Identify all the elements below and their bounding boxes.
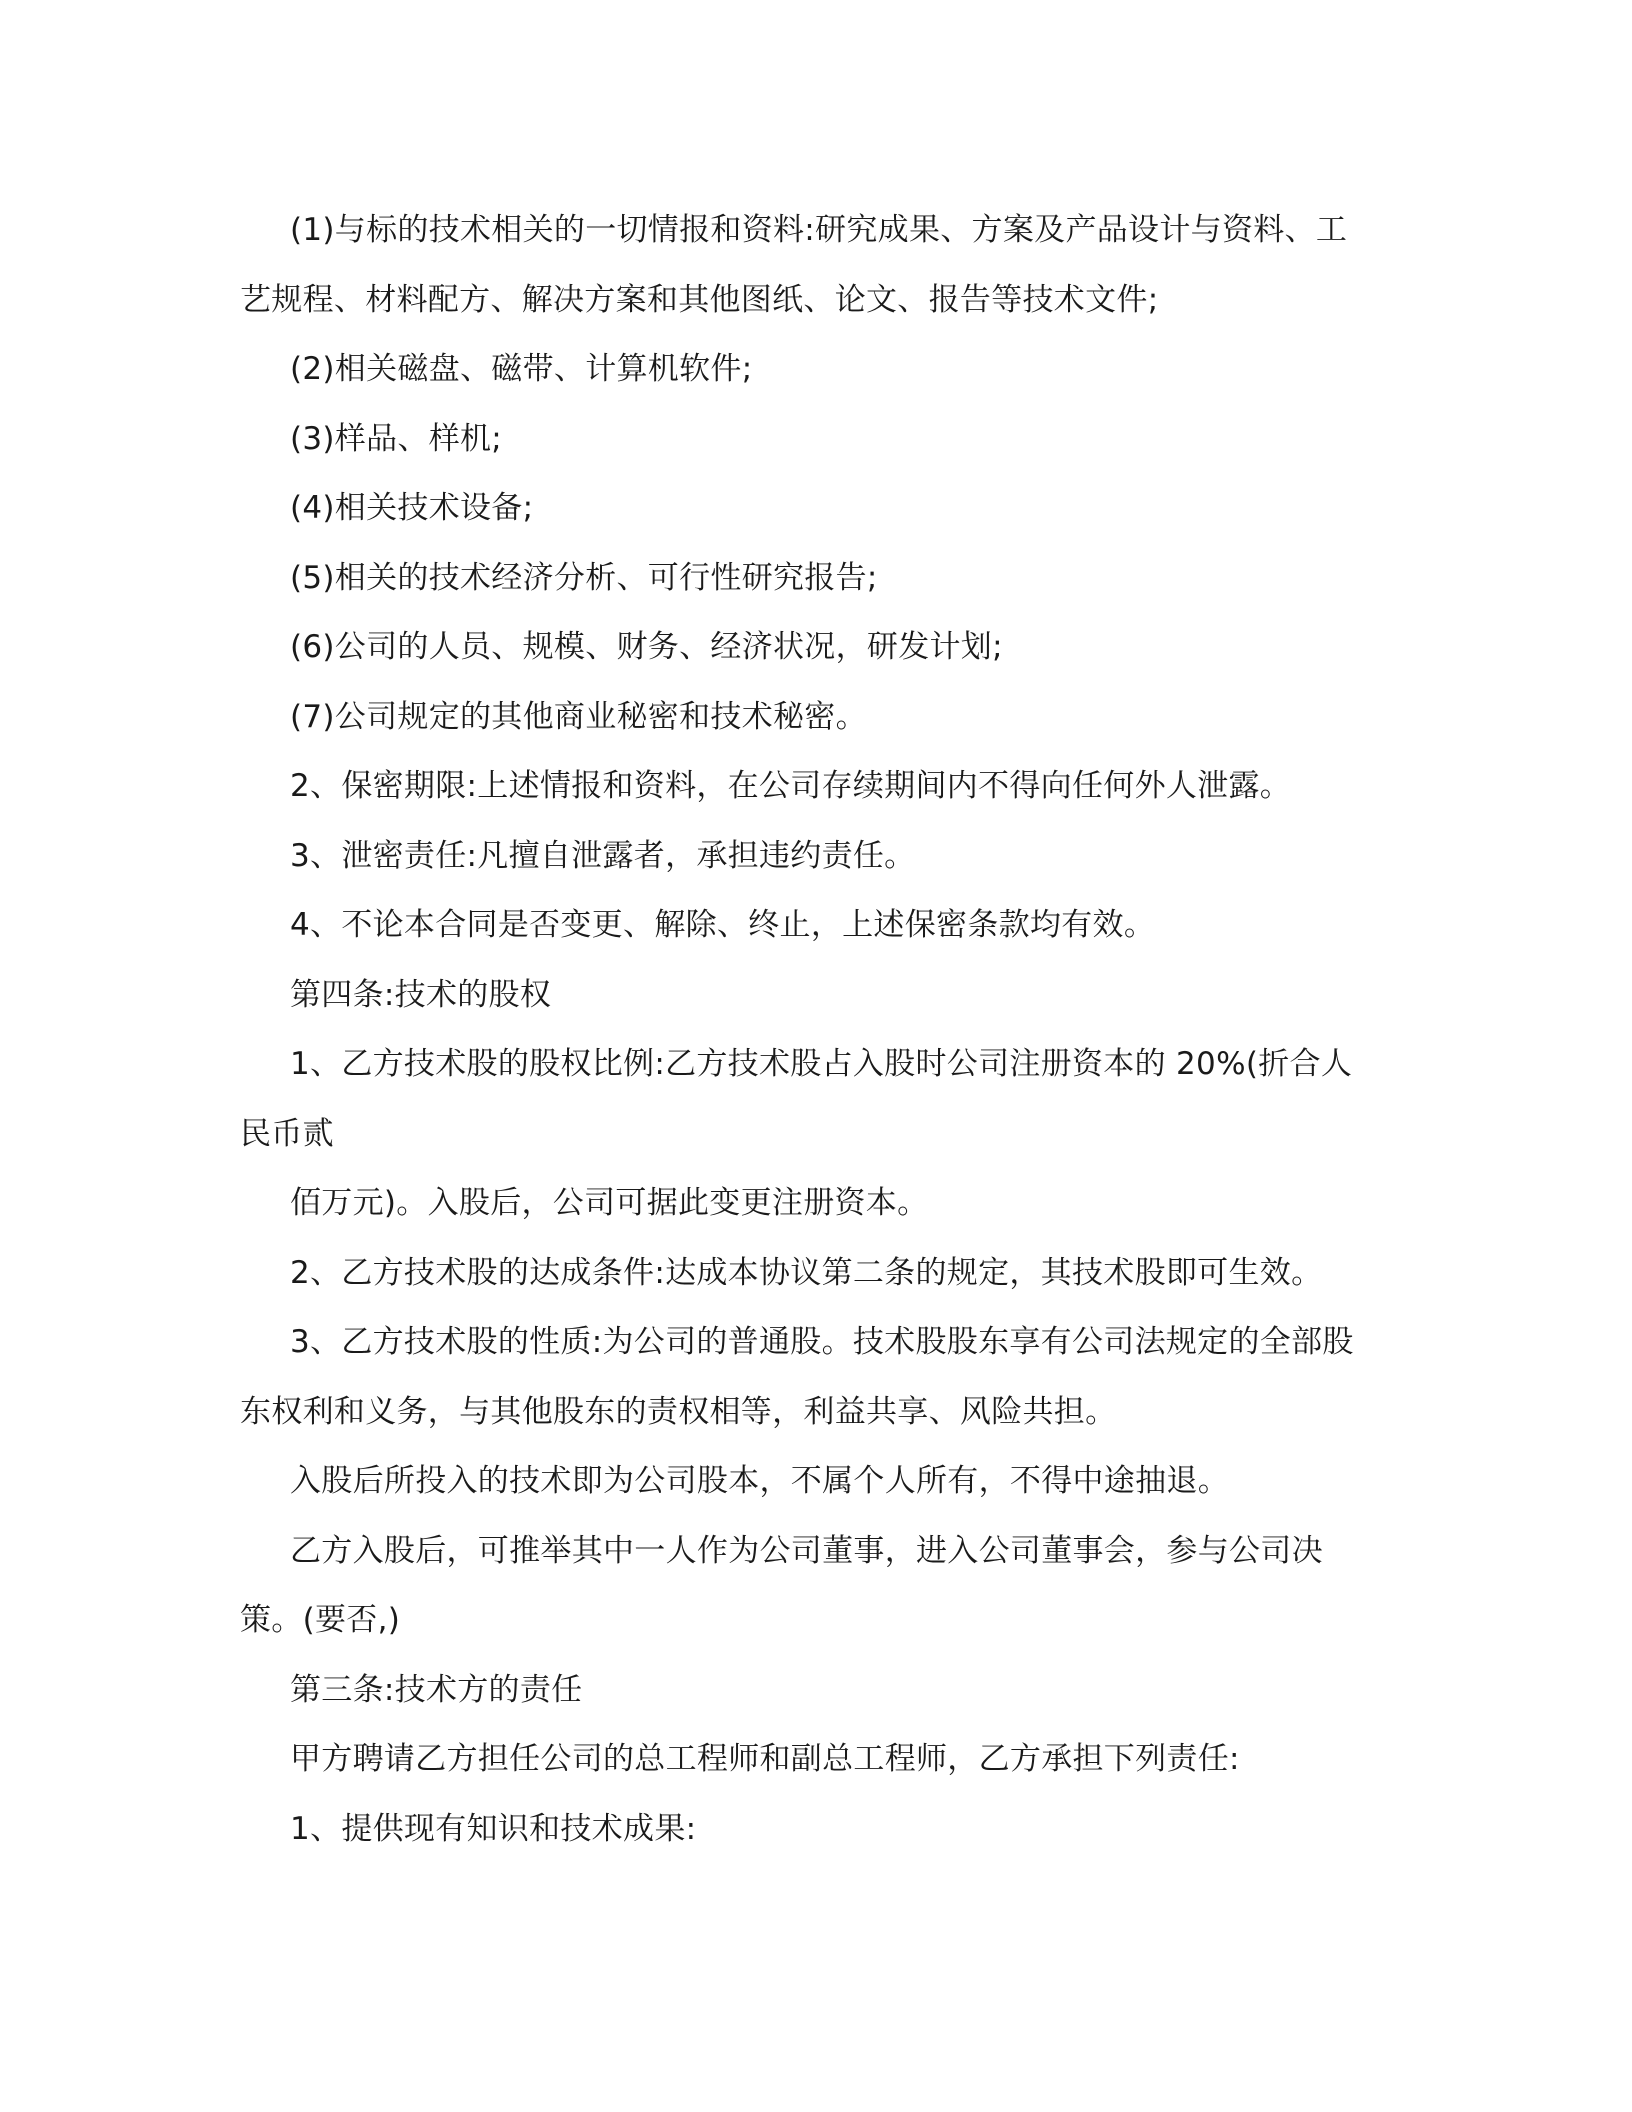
document-body [240, 196, 1370, 1864]
paragraph-confidential-item-4: (4)相关技术设备; [290, 490, 534, 526]
paragraph-confidential-item-5: (5)相关的技术经济分析、可行性研究报告; [290, 559, 878, 596]
paragraph-confidential-item-6: (6)公司的人员、规模、财务、经济状况，研发计划; [290, 629, 1003, 665]
paragraph-confidential-item-1: (1)与标的技术相关的一切情报和资料:研究成果、方案及产品设计与资料、工艺规程、材料配方、解决方案和其他图纸、论文、报告等技术文件; [240, 212, 1348, 318]
paragraph-equity-amount: 佰万元)。入股后，公司可据此变更注册资本。 [290, 1185, 929, 1221]
paragraph-share-capital: 入股后所投入的技术即为公司股本，不属个人所有，不得中途抽退。 [290, 1463, 1229, 1499]
paragraph-provide-knowledge: 1、提供现有知识和技术成果: [290, 1810, 697, 1847]
paragraph-confidential-item-3: (3)样品、样机; [290, 420, 503, 457]
paragraph-leak-liability: 3、泄密责任:凡擅自泄露者，承担违约责任。 [290, 837, 916, 874]
paragraph-engineer-appointment: 甲方聘请乙方担任公司的总工程师和副总工程师，乙方承担下列责任: [290, 1741, 1240, 1777]
paragraph-confidentiality-period: 2、保密期限:上述情报和资料，在公司存续期间内不得向任何外人泄露。 [290, 768, 1292, 804]
paragraph-confidential-item-7: (7)公司规定的其他商业秘密和技术秘密。 [290, 698, 867, 735]
heading-article-three: 第三条:技术方的责任 [290, 1671, 583, 1708]
paragraph-equity-conditions: 2、乙方技术股的达成条件:达成本协议第二条的规定，其技术股即可生效。 [290, 1254, 1323, 1291]
paragraph-board-director: 乙方入股后，可推举其中一人作为公司董事，进入公司董事会，参与公司决策。(要否,) [240, 1532, 1323, 1638]
paragraph-confidential-item-2: (2)相关磁盘、磁带、计算机软件; [290, 351, 753, 387]
paragraph-clause-validity: 4、不论本合同是否变更、解除、终止，上述保密条款均有效。 [290, 907, 1156, 943]
paragraph-equity-ratio: 1、乙方技术股的股权比例:乙方技术股占入股时公司注册资本的 20%(折合人民币贰 [240, 1046, 1353, 1152]
heading-article-four: 第四条:技术的股权 [290, 976, 552, 1013]
paragraph-equity-nature: 3、乙方技术股的性质:为公司的普通股。技术股股东享有公司法规定的全部股东权利和义务，与其他股东的责权相等，利益共享、风险共担。 [240, 1324, 1354, 1430]
